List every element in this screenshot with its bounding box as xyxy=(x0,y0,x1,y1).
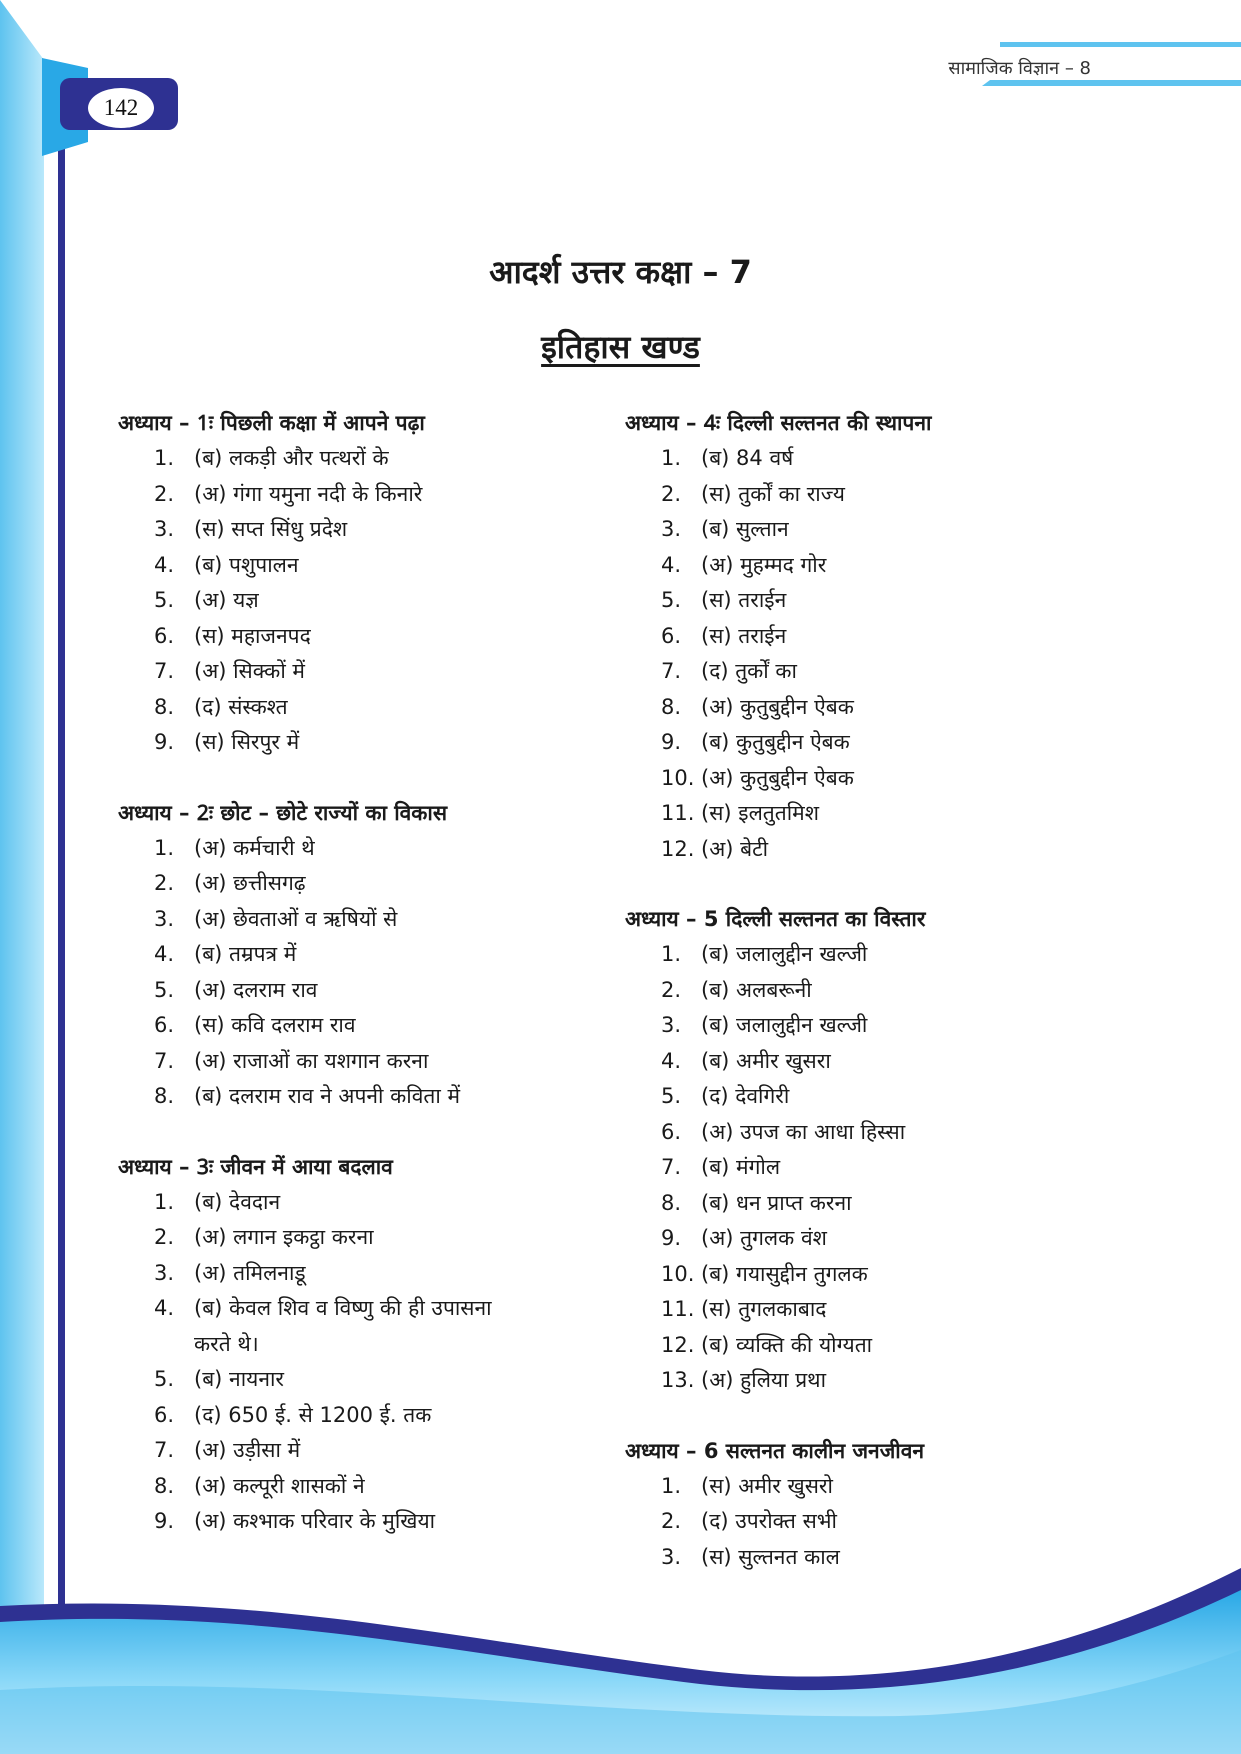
answer-list xyxy=(118,441,638,761)
answer-number: 10. xyxy=(661,1261,695,1286)
answer-number: 8. xyxy=(154,1084,175,1108)
answer-number: 4. xyxy=(154,942,175,966)
answer-text: (अ) छेवताओं व ऋषियों से xyxy=(194,906,398,931)
answer-text: (द) संस्कश्त xyxy=(194,694,288,719)
answer-text: (स) इलतुतमिश xyxy=(701,801,820,825)
answer-item xyxy=(661,583,1145,619)
answer-item xyxy=(154,654,638,690)
left-column xyxy=(118,406,638,1575)
answer-item xyxy=(154,1008,638,1044)
answer-text: (ब) व्यक्ति की योग्यता xyxy=(701,1332,873,1357)
header-rule-bottom xyxy=(982,80,1241,86)
chapter-heading: अध्याय – 4ः दिल्ली सल्तनत की स्थापना xyxy=(625,411,932,435)
answer-item xyxy=(154,548,638,584)
answer-number: 4. xyxy=(661,1048,682,1073)
answer-text: (द) 650 ई. से 1200 ई. तक xyxy=(194,1402,432,1427)
answer-text: (ब) गयासुद्दीन तुगलक xyxy=(701,1261,868,1286)
chapter-heading: अध्याय – 2ः छोट – छोटे राज्यों का विकास xyxy=(118,800,448,825)
page-number: 142 xyxy=(103,95,139,120)
answer-item xyxy=(661,1150,1145,1186)
answer-item xyxy=(661,1292,1145,1328)
answer-number: 3. xyxy=(661,1013,682,1037)
answer-item xyxy=(661,725,1145,761)
answer-item xyxy=(154,512,638,548)
answer-number: 8. xyxy=(154,694,175,719)
answer-number: 8. xyxy=(661,694,682,719)
answer-item xyxy=(661,832,1145,868)
answer-number: 4. xyxy=(154,552,175,577)
answer-text: (ब) दलराम राव ने अपनी कविता में xyxy=(194,1084,461,1108)
answer-item xyxy=(661,1008,1145,1044)
answer-text: (ब) देवदान xyxy=(194,1189,281,1214)
answer-list xyxy=(118,1185,638,1540)
chapter-heading: अध्याय – 5 दिल्ली सल्तनत का विस्तार xyxy=(625,907,926,931)
answer-number: 2. xyxy=(661,977,682,1002)
answer-item xyxy=(661,796,1145,832)
chapter-heading: अध्याय – 3ः जीवन में आया बदलाव xyxy=(118,1154,393,1179)
answer-text: (स) अमीर खुसरो xyxy=(701,1473,833,1498)
answer-number: 5. xyxy=(661,1084,682,1108)
chapter-section xyxy=(625,902,1145,1399)
answer-text: (ब) धन प्राप्त करना xyxy=(701,1190,852,1215)
answer-text: (ब) केवल शिव व विष्णु की ही उपासना करते थे। xyxy=(194,1296,492,1356)
answer-text: (स) कवि दलराम राव xyxy=(194,1013,356,1037)
answer-text: (ब) सुल्तान xyxy=(701,517,789,541)
answer-number: 12. xyxy=(661,836,695,861)
answer-text: (अ) सिक्कों में xyxy=(194,659,305,683)
answer-item xyxy=(154,831,638,867)
answer-number: 13. xyxy=(661,1368,695,1392)
answer-text: (द) उपरोक्त सभी xyxy=(701,1509,837,1533)
answer-item xyxy=(661,1221,1145,1257)
answer-text: (ब) मंगोल xyxy=(701,1155,781,1179)
answer-item xyxy=(661,1363,1145,1399)
answer-item xyxy=(661,548,1145,584)
answer-number: 3. xyxy=(661,517,682,541)
answer-number: 1. xyxy=(154,446,175,470)
answer-item xyxy=(661,1115,1145,1151)
answer-number: 7. xyxy=(154,1048,175,1073)
answer-text: (ब) नायनार xyxy=(194,1367,285,1391)
answer-item xyxy=(661,1328,1145,1364)
answer-item xyxy=(154,1079,638,1115)
right-column xyxy=(625,406,1145,1610)
answer-item xyxy=(661,654,1145,690)
answer-number: 5. xyxy=(154,977,175,1002)
answer-text: (स) तुगलकाबाद xyxy=(701,1297,827,1321)
answer-number: 11. xyxy=(661,801,695,825)
chapter-heading: अध्याय – 6 सल्तनत कालीन जनजीवन xyxy=(625,1438,925,1463)
chapter-section xyxy=(625,1434,1145,1576)
answer-item xyxy=(154,1256,638,1292)
answer-item xyxy=(154,866,638,902)
answer-number: 3. xyxy=(154,1260,175,1285)
chapter-heading: अध्याय – 1ः पिछली कक्षा में आपने पढ़ा xyxy=(118,411,425,435)
answer-text: (ब) तम्रपत्र में xyxy=(194,942,297,966)
chapter-section xyxy=(118,406,638,761)
answer-number: 1. xyxy=(661,1473,682,1498)
answer-text: (अ) छत्तीसगढ़ xyxy=(194,871,306,895)
answer-item xyxy=(661,1186,1145,1222)
answer-number: 8. xyxy=(154,1473,175,1498)
answer-text: (ब) लकड़ी और पत्थरों के xyxy=(194,446,389,470)
answer-number: 5. xyxy=(154,588,175,612)
answer-item xyxy=(154,725,638,761)
answer-text: (अ) हुलिया प्रथा xyxy=(701,1368,827,1392)
answer-item xyxy=(154,937,638,973)
answer-list xyxy=(625,937,1145,1399)
answer-item xyxy=(661,477,1145,513)
answer-item xyxy=(154,690,638,726)
answer-number: 5. xyxy=(661,588,682,612)
answer-item xyxy=(661,690,1145,726)
answer-number: 9. xyxy=(661,1226,682,1250)
header-rule-top xyxy=(1000,42,1241,47)
answer-number: 7. xyxy=(154,1438,175,1462)
answer-number: 1. xyxy=(661,446,682,470)
answer-text: (ब) अलबरूनी xyxy=(701,977,812,1002)
answer-list xyxy=(118,831,638,1115)
answer-text: (स) तराईन xyxy=(701,588,787,612)
answer-item xyxy=(154,1291,638,1362)
answer-text: (अ) उड़ीसा में xyxy=(194,1438,301,1462)
answer-item xyxy=(154,1433,638,1469)
answer-item xyxy=(154,583,638,619)
answer-item xyxy=(154,1398,638,1434)
answer-number: 2. xyxy=(661,481,682,506)
answer-item xyxy=(154,477,638,513)
answer-item xyxy=(154,1185,638,1221)
answer-item xyxy=(154,1220,638,1256)
answer-number: 9. xyxy=(154,1509,175,1533)
answer-number: 3. xyxy=(154,517,175,541)
answer-number: 4. xyxy=(154,1296,175,1320)
answer-item xyxy=(661,512,1145,548)
answer-text: (द) देवगिरी xyxy=(701,1084,790,1108)
answer-item xyxy=(154,441,638,477)
answer-item xyxy=(154,619,638,655)
section-title: इतिहास खण्ड xyxy=(541,328,700,366)
chapter-section xyxy=(118,796,638,1115)
answer-item xyxy=(661,1540,1145,1576)
answer-number: 2. xyxy=(154,481,175,506)
answer-item xyxy=(154,973,638,1009)
answer-item xyxy=(661,1257,1145,1293)
answer-number: 3. xyxy=(154,906,175,931)
answer-text: (अ) मुहम्मद गोर xyxy=(701,552,827,577)
answer-item xyxy=(661,1079,1145,1115)
answer-item xyxy=(661,1469,1145,1505)
answer-item xyxy=(661,973,1145,1009)
answer-text: (अ) कल्पूरी शासकों ने xyxy=(194,1473,365,1498)
answer-text: (द) तुर्कों का xyxy=(701,659,797,683)
answer-number: 9. xyxy=(154,730,175,754)
answer-item xyxy=(661,937,1145,973)
answer-number: 10. xyxy=(661,765,695,790)
answer-text: (स) तुर्कों का राज्य xyxy=(701,481,845,506)
answer-item xyxy=(661,761,1145,797)
answer-item xyxy=(154,902,638,938)
answer-number: 12. xyxy=(661,1332,695,1357)
answer-text: (अ) राजाओं का यशगान करना xyxy=(194,1048,429,1073)
answer-text: (अ) कुतुबुद्दीन ऐबक xyxy=(701,765,854,790)
answer-number: 9. xyxy=(661,730,682,754)
chapter-section xyxy=(118,1150,638,1540)
answer-number: 8. xyxy=(661,1190,682,1215)
answer-number: 6. xyxy=(661,623,682,648)
answer-number: 6. xyxy=(661,1119,682,1144)
answer-text: (ब) कुतुबुद्दीन ऐबक xyxy=(701,730,850,754)
answer-number: 7. xyxy=(661,659,682,683)
answer-item xyxy=(661,619,1145,655)
answer-number: 3. xyxy=(661,1544,682,1569)
answer-number: 2. xyxy=(154,871,175,895)
answer-text: (अ) उपज का आधा हिस्सा xyxy=(701,1119,906,1144)
answer-number: 2. xyxy=(154,1225,175,1249)
answer-number: 6. xyxy=(154,623,175,648)
answer-item xyxy=(661,441,1145,477)
answer-list xyxy=(625,441,1145,867)
answer-item xyxy=(154,1362,638,1398)
answer-number: 2. xyxy=(661,1509,682,1533)
chapter-section xyxy=(625,406,1145,867)
answer-text: (अ) कर्मचारी थे xyxy=(194,835,315,860)
answer-number: 1. xyxy=(661,942,682,966)
answer-text: (स) महाजनपद xyxy=(194,623,311,648)
answer-text: (अ) गंगा यमुना नदी के किनारे xyxy=(194,481,423,506)
answer-number: 7. xyxy=(661,1155,682,1179)
answer-text: (स) सिरपुर में xyxy=(194,730,300,754)
answer-text: (अ) तमिलनाडू xyxy=(194,1260,306,1285)
answer-number: 4. xyxy=(661,552,682,577)
answer-text: (ब) 84 वर्ष xyxy=(701,446,794,470)
answer-text: (अ) लगान इकट्ठा करना xyxy=(194,1225,374,1249)
answer-text: (स) सुल्तनत काल xyxy=(701,1544,840,1569)
answer-list xyxy=(625,1469,1145,1576)
answer-text: (ब) पशुपालन xyxy=(194,552,299,577)
answer-number: 5. xyxy=(154,1367,175,1391)
answer-text: (अ) तुगलक वंश xyxy=(701,1226,827,1250)
answer-item xyxy=(154,1504,638,1540)
page-title: आदर्श उत्तर कक्षा – 7 xyxy=(489,253,752,291)
answer-text: (अ) दलराम राव xyxy=(194,977,318,1002)
answer-text: (स) सप्त सिंधु प्रदेश xyxy=(194,517,348,541)
answer-text: (स) तराईन xyxy=(701,623,787,648)
answer-text: (ब) अमीर खुसरा xyxy=(701,1048,831,1073)
answer-item xyxy=(154,1044,638,1080)
answer-text: (ब) जलालुद्दीन खल्जी xyxy=(701,942,868,966)
answer-item xyxy=(661,1504,1145,1540)
answer-text: (अ) कुतुबुद्दीन ऐबक xyxy=(701,694,854,719)
answer-number: 6. xyxy=(154,1013,175,1037)
running-header: सामाजिक विज्ञान – 8 xyxy=(948,58,1091,79)
answer-number: 1. xyxy=(154,835,175,860)
answer-text: (अ) बेटी xyxy=(701,836,769,861)
answer-item xyxy=(661,1044,1145,1080)
answer-text: (ब) जलालुद्दीन खल्जी xyxy=(701,1013,868,1037)
answer-item xyxy=(154,1469,638,1505)
answer-text: (अ) यज्ञ xyxy=(194,588,259,612)
answer-text: (अ) कश्भाक परिवार के मुखिया xyxy=(194,1509,436,1533)
answer-number: 1. xyxy=(154,1189,175,1214)
left-rule xyxy=(58,70,65,1630)
answer-number: 11. xyxy=(661,1297,695,1321)
answer-number: 6. xyxy=(154,1402,175,1427)
answer-number: 7. xyxy=(154,659,175,683)
